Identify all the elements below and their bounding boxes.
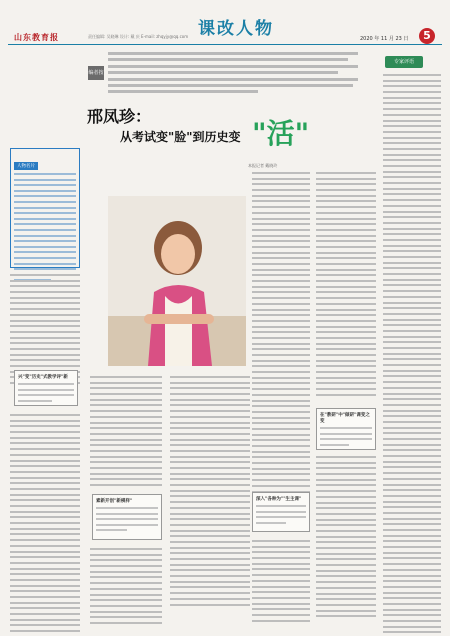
pull-quote-3 [252, 492, 310, 532]
editor-note-label: 编者按 [88, 66, 104, 80]
pull-quote-4 [316, 408, 376, 450]
headline-name: 邢凤珍： [87, 107, 152, 126]
profile-card-label: 人物名片 [14, 162, 38, 170]
pull-quote-title: 兴"变"历史"式教学评"新 [18, 375, 68, 380]
page-number-badge: 5 [419, 28, 435, 44]
profile-card [10, 148, 80, 268]
headline-highlight: "活" [252, 117, 310, 150]
article-column-4 [252, 172, 310, 513]
article-column-4b [252, 540, 310, 625]
side-column-label: 专家评语 [385, 56, 423, 68]
headline-main: 从考试变"脸"到历史变 [120, 130, 241, 144]
editor-note-text [108, 52, 358, 96]
article-column-2 [90, 376, 162, 490]
pull-quote-2 [92, 494, 162, 540]
pull-quote-title: 素新开创"新模样" [96, 499, 133, 504]
article-column-5b [316, 456, 376, 621]
portrait-photo [108, 196, 246, 366]
article-column-1b [10, 414, 80, 636]
edition-info: 责任编辑: 吴晓琳 设计: 戴 庆 E-mail: zhqyjy@qq.com [88, 34, 189, 39]
masthead-rule [8, 44, 442, 45]
pull-quote-title: 在"教研"中"做研"课变之变 [320, 413, 370, 424]
masthead [8, 8, 442, 42]
newspaper-logo: 山东教育报 [14, 32, 59, 42]
article-column-2b [90, 548, 162, 628]
article-column-3 [170, 376, 250, 609]
pull-quote-1 [14, 370, 78, 406]
article-column-5 [316, 172, 376, 400]
byline: 本报记者 戴晓玲 [248, 163, 278, 168]
side-column-text [383, 74, 441, 636]
publication-date: 2020 年 11 月 23 日 [360, 36, 409, 42]
pull-quote-title: 深入"各种为""生主课" [256, 497, 302, 502]
section-title: 课改人物 [198, 19, 274, 39]
